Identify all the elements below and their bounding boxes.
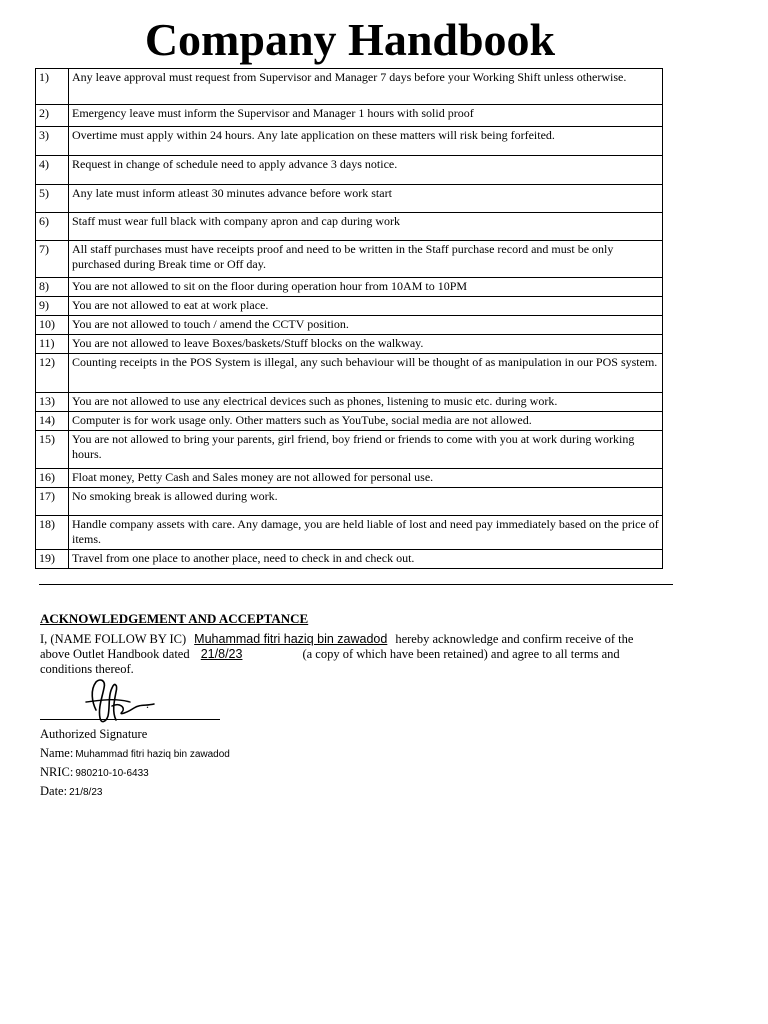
rule-number: 1) [36,69,69,105]
rule-number: 14) [36,412,69,431]
rules-table [35,68,663,569]
signature-caption: Authorized Signature [40,727,148,741]
rule-number: 6) [36,213,69,241]
rule-row [36,469,663,488]
rule-row [36,516,663,550]
rule-text: You are not allowed to bring your parents, girl friend, boy friend or friends to come with you at work during working hours. [69,431,663,469]
rule-text: You are not allowed to touch / amend the CCTV position. [69,316,663,335]
rule-number: 9) [36,297,69,316]
signature-line [40,719,220,720]
document-title: Company Handbook [144,14,556,65]
rule-number: 12) [36,354,69,393]
rule-row [36,354,663,393]
section-divider [39,584,673,585]
rules-table-body [36,69,663,569]
rule-text: You are not allowed to leave Boxes/baskets/Stuff blocks on the walkway. [69,335,663,354]
name-ic-field[interactable]: Muhammad fitri haziq bin zawadod [194,632,388,646]
rule-row [36,335,663,354]
rule-number: 17) [36,488,69,516]
rule-number: 5) [36,185,69,213]
rule-number: 13) [36,393,69,412]
rule-text: All staff purchases must have receipts proof and need to be written in the Staff purchase record and must be only purchased during Break time or Off day. [69,241,663,278]
rule-number: 7) [36,241,69,278]
acknowledgement-heading: ACKNOWLEDGEMENT AND ACCEPTANCE [40,611,309,626]
handbook-date-field[interactable]: 21/8/23 [200,647,243,661]
ack-text-1: I, (NAME FOLLOW BY IC) [40,632,187,646]
nric-row [40,765,149,780]
rule-row [36,156,663,185]
rule-row [36,412,663,431]
rule-row [36,185,663,213]
rule-text: You are not allowed to use any electrical devices such as phones, listening to music etc. during work. [69,393,663,412]
ack-text-2: hereby acknowledge and confirm receive of the above Outlet Handbook dated [40,632,634,661]
rule-number: 2) [36,105,69,127]
rule-number: 3) [36,127,69,156]
rule-text: Staff must wear full black with company apron and cap during work [69,213,663,241]
rule-text: Travel from one place to another place, need to check in and check out. [69,550,663,569]
rule-text: Any leave approval must request from Supervisor and Manager 7 days before your Working Shift unless otherwise. [69,69,663,105]
rule-text: Handle company assets with care. Any damage, you are held liable of lost and need pay immediately based on the price of items. [69,516,663,550]
rule-text: Request in change of schedule need to apply advance 3 days notice. [69,156,663,185]
date-label: Date: [40,784,68,798]
rule-number: 10) [36,316,69,335]
ack-text-3: (a copy of which have been retained) and agree to all terms and conditions thereof. [40,647,620,676]
rule-number: 19) [36,550,69,569]
rule-row [36,316,663,335]
rule-row [36,105,663,127]
rule-row [36,127,663,156]
rule-number: 18) [36,516,69,550]
rule-row [36,278,663,297]
signature-dot: . [146,697,149,711]
rule-text: Computer is for work usage only. Other matters such as YouTube, social media are not allowed. [69,412,663,431]
rule-row [36,69,663,105]
rule-row [36,213,663,241]
rule-row [36,241,663,278]
rule-number: 4) [36,156,69,185]
rule-text: Counting receipts in the POS System is illegal, any such behaviour will be thought of as manipulation in our POS system. [69,354,663,393]
rule-number: 8) [36,278,69,297]
nric-label: NRIC: [40,765,74,779]
name-value: Muhammad fitri haziq bin zawadod [75,749,230,760]
rule-text: You are not allowed to sit on the floor during operation hour from 10AM to 10PM [69,278,663,297]
rule-text: No smoking break is allowed during work. [69,488,663,516]
rule-row [36,393,663,412]
rule-text: Overtime must apply within 24 hours. Any late application on these matters will risk being forfeited. [69,127,663,156]
rule-number: 11) [36,335,69,354]
name-label: Name: [40,746,74,760]
rule-row [36,488,663,516]
rule-row [36,431,663,469]
rule-row [36,550,663,569]
nric-value: 980210-10-6433 [75,768,149,779]
acknowledgement-paragraph [40,632,650,677]
date-row [40,784,102,799]
date-value: 21/8/23 [69,787,103,798]
rule-text: Emergency leave must inform the Supervisor and Manager 1 hours with solid proof [69,105,663,127]
rule-number: 16) [36,469,69,488]
rule-text: Float money, Petty Cash and Sales money are not allowed for personal use. [69,469,663,488]
rule-number: 15) [36,431,69,469]
rule-row [36,297,663,316]
name-row [40,746,230,761]
rule-text: You are not allowed to eat at work place. [69,297,663,316]
rule-text: Any late must inform atleast 30 minutes advance before work start [69,185,663,213]
